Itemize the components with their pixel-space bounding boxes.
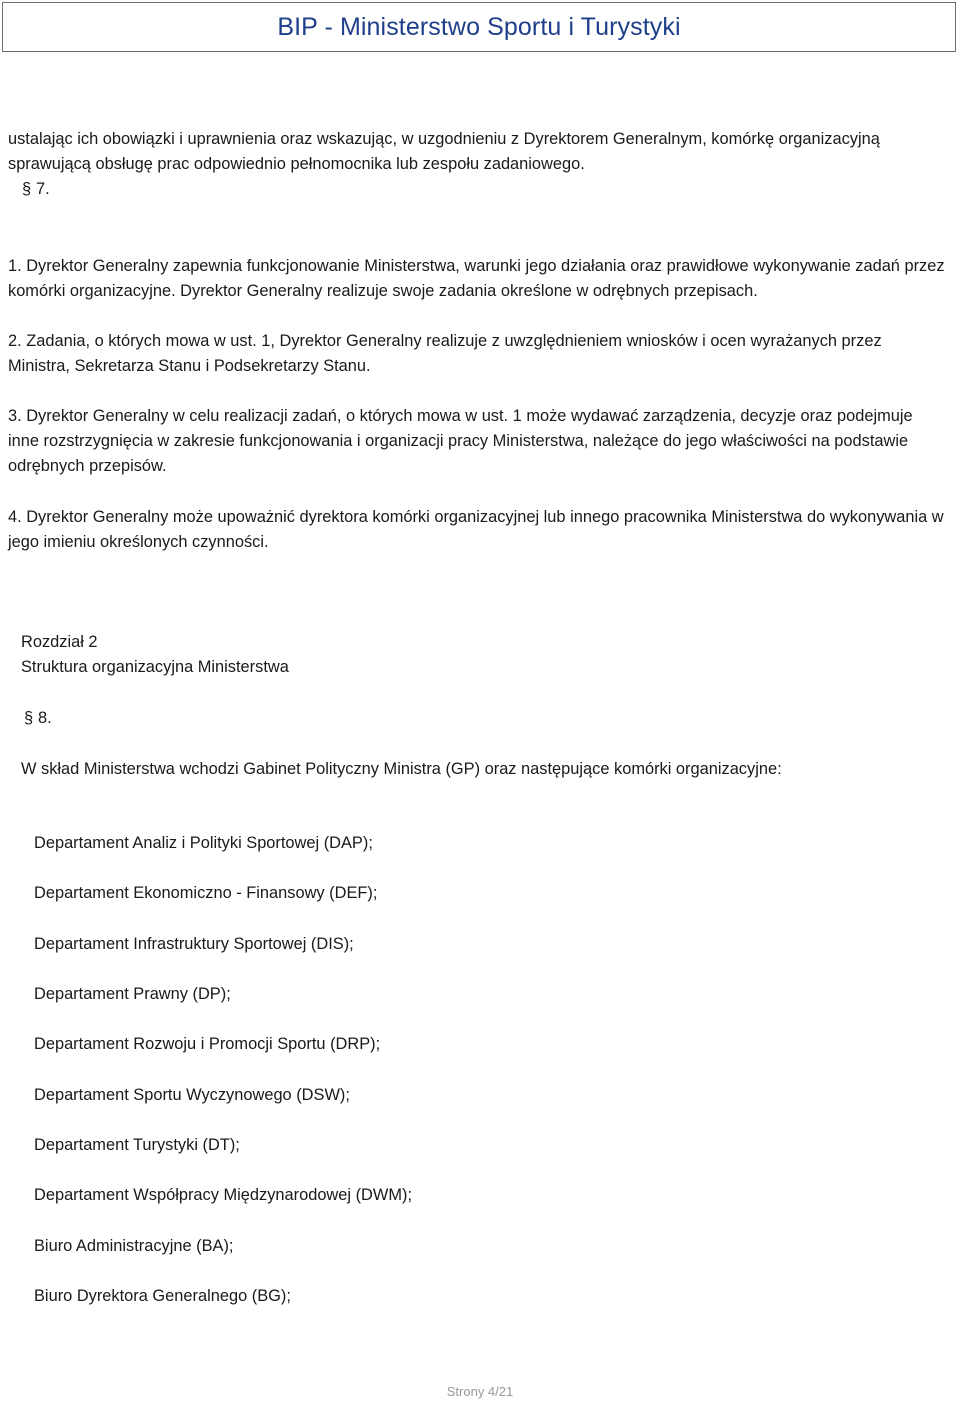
header-title: BIP - Ministerstwo Sportu i Turystyki (277, 13, 681, 41)
unit-list-item: Departament Analiz i Polityki Sportowej (DAP); (34, 834, 373, 852)
chapter-title: Struktura organizacyjna Ministerstwa (21, 658, 289, 676)
page-counter: Strony 4/21 (446, 1384, 514, 1399)
unit-list-item: Departament Rozwoju i Promocji Sportu (DRP); (34, 1035, 381, 1053)
unit-list-item: Biuro Administracyjne (BA); (34, 1237, 234, 1255)
paragraph-7-item-3: 3. Dyrektor Generalny w celu realizacji zadań, o których mowa w ust. 1 może wydawać zarządzenia, decyzje oraz podejmuje inne rozstrzygnięcia w zakresie funkcjonowania i organizacji pracy Ministerstwa, należące do jego właściwości na podstawie odrębnych przepisów. (8, 407, 913, 475)
unit-list-item: Departament Współpracy Międzynarodowej (DWM); (34, 1186, 413, 1204)
paragraph-sign: § (24, 709, 34, 727)
unit-list-item: Departament Infrastruktury Sportowej (DIS); (34, 935, 354, 953)
page-header (2, 2, 956, 52)
paragraph-7-heading (22, 177, 50, 202)
paragraph-number: 8. (38, 709, 52, 727)
paragraph-8-intro: W skład Ministerstwa wchodzi Gabinet Polityczny Ministra (GP) oraz następujące komórki organizacyjne: (21, 760, 782, 778)
unit-list-item: Departament Sportu Wyczynowego (DSW); (34, 1086, 350, 1104)
chapter-label: Rozdział 2 (21, 633, 98, 651)
paragraph-7-item-4: 4. Dyrektor Generalny może upoważnić dyrektora komórki organizacyjnej lub innego pracownika Ministerstwa do wykonywania w jego imieniu określonych czynności. (8, 508, 944, 551)
paragraph-sign: § (22, 180, 32, 198)
section-continuation-text: ustalając ich obowiązki i uprawnienia oraz wskazując, w uzgodnieniu z Dyrektorem Generalnym, komórkę organizacyjną sprawującą obsługę prac odpowiednio pełnomocnika lub zespołu zadaniowego. (8, 130, 880, 173)
unit-list-item: Departament Turystyki (DT); (34, 1136, 240, 1154)
unit-list-item: Departament Prawny (DP); (34, 985, 231, 1003)
unit-list-item: Biuro Dyrektora Generalnego (BG); (34, 1287, 291, 1305)
paragraph-7-item-1: 1. Dyrektor Generalny zapewnia funkcjonowanie Ministerstwa, warunki jego działania oraz prawidłowe wykonywanie zadań przez komórki organizacyjne. Dyrektor Generalny realizuje swoje zadania określone w odrębnych przepisach. (8, 257, 945, 300)
paragraph-number: 7. (36, 180, 50, 198)
paragraph-8-heading (24, 706, 52, 731)
unit-list-item: Departament Ekonomiczno - Finansowy (DEF); (34, 884, 378, 902)
paragraph-7-item-2: 2. Zadania, o których mowa w ust. 1, Dyrektor Generalny realizuje z uwzględnieniem wniosków i ocen wyrażanych przez Ministra, Sekretarza Stanu i Podsekretarzy Stanu. (8, 332, 882, 375)
